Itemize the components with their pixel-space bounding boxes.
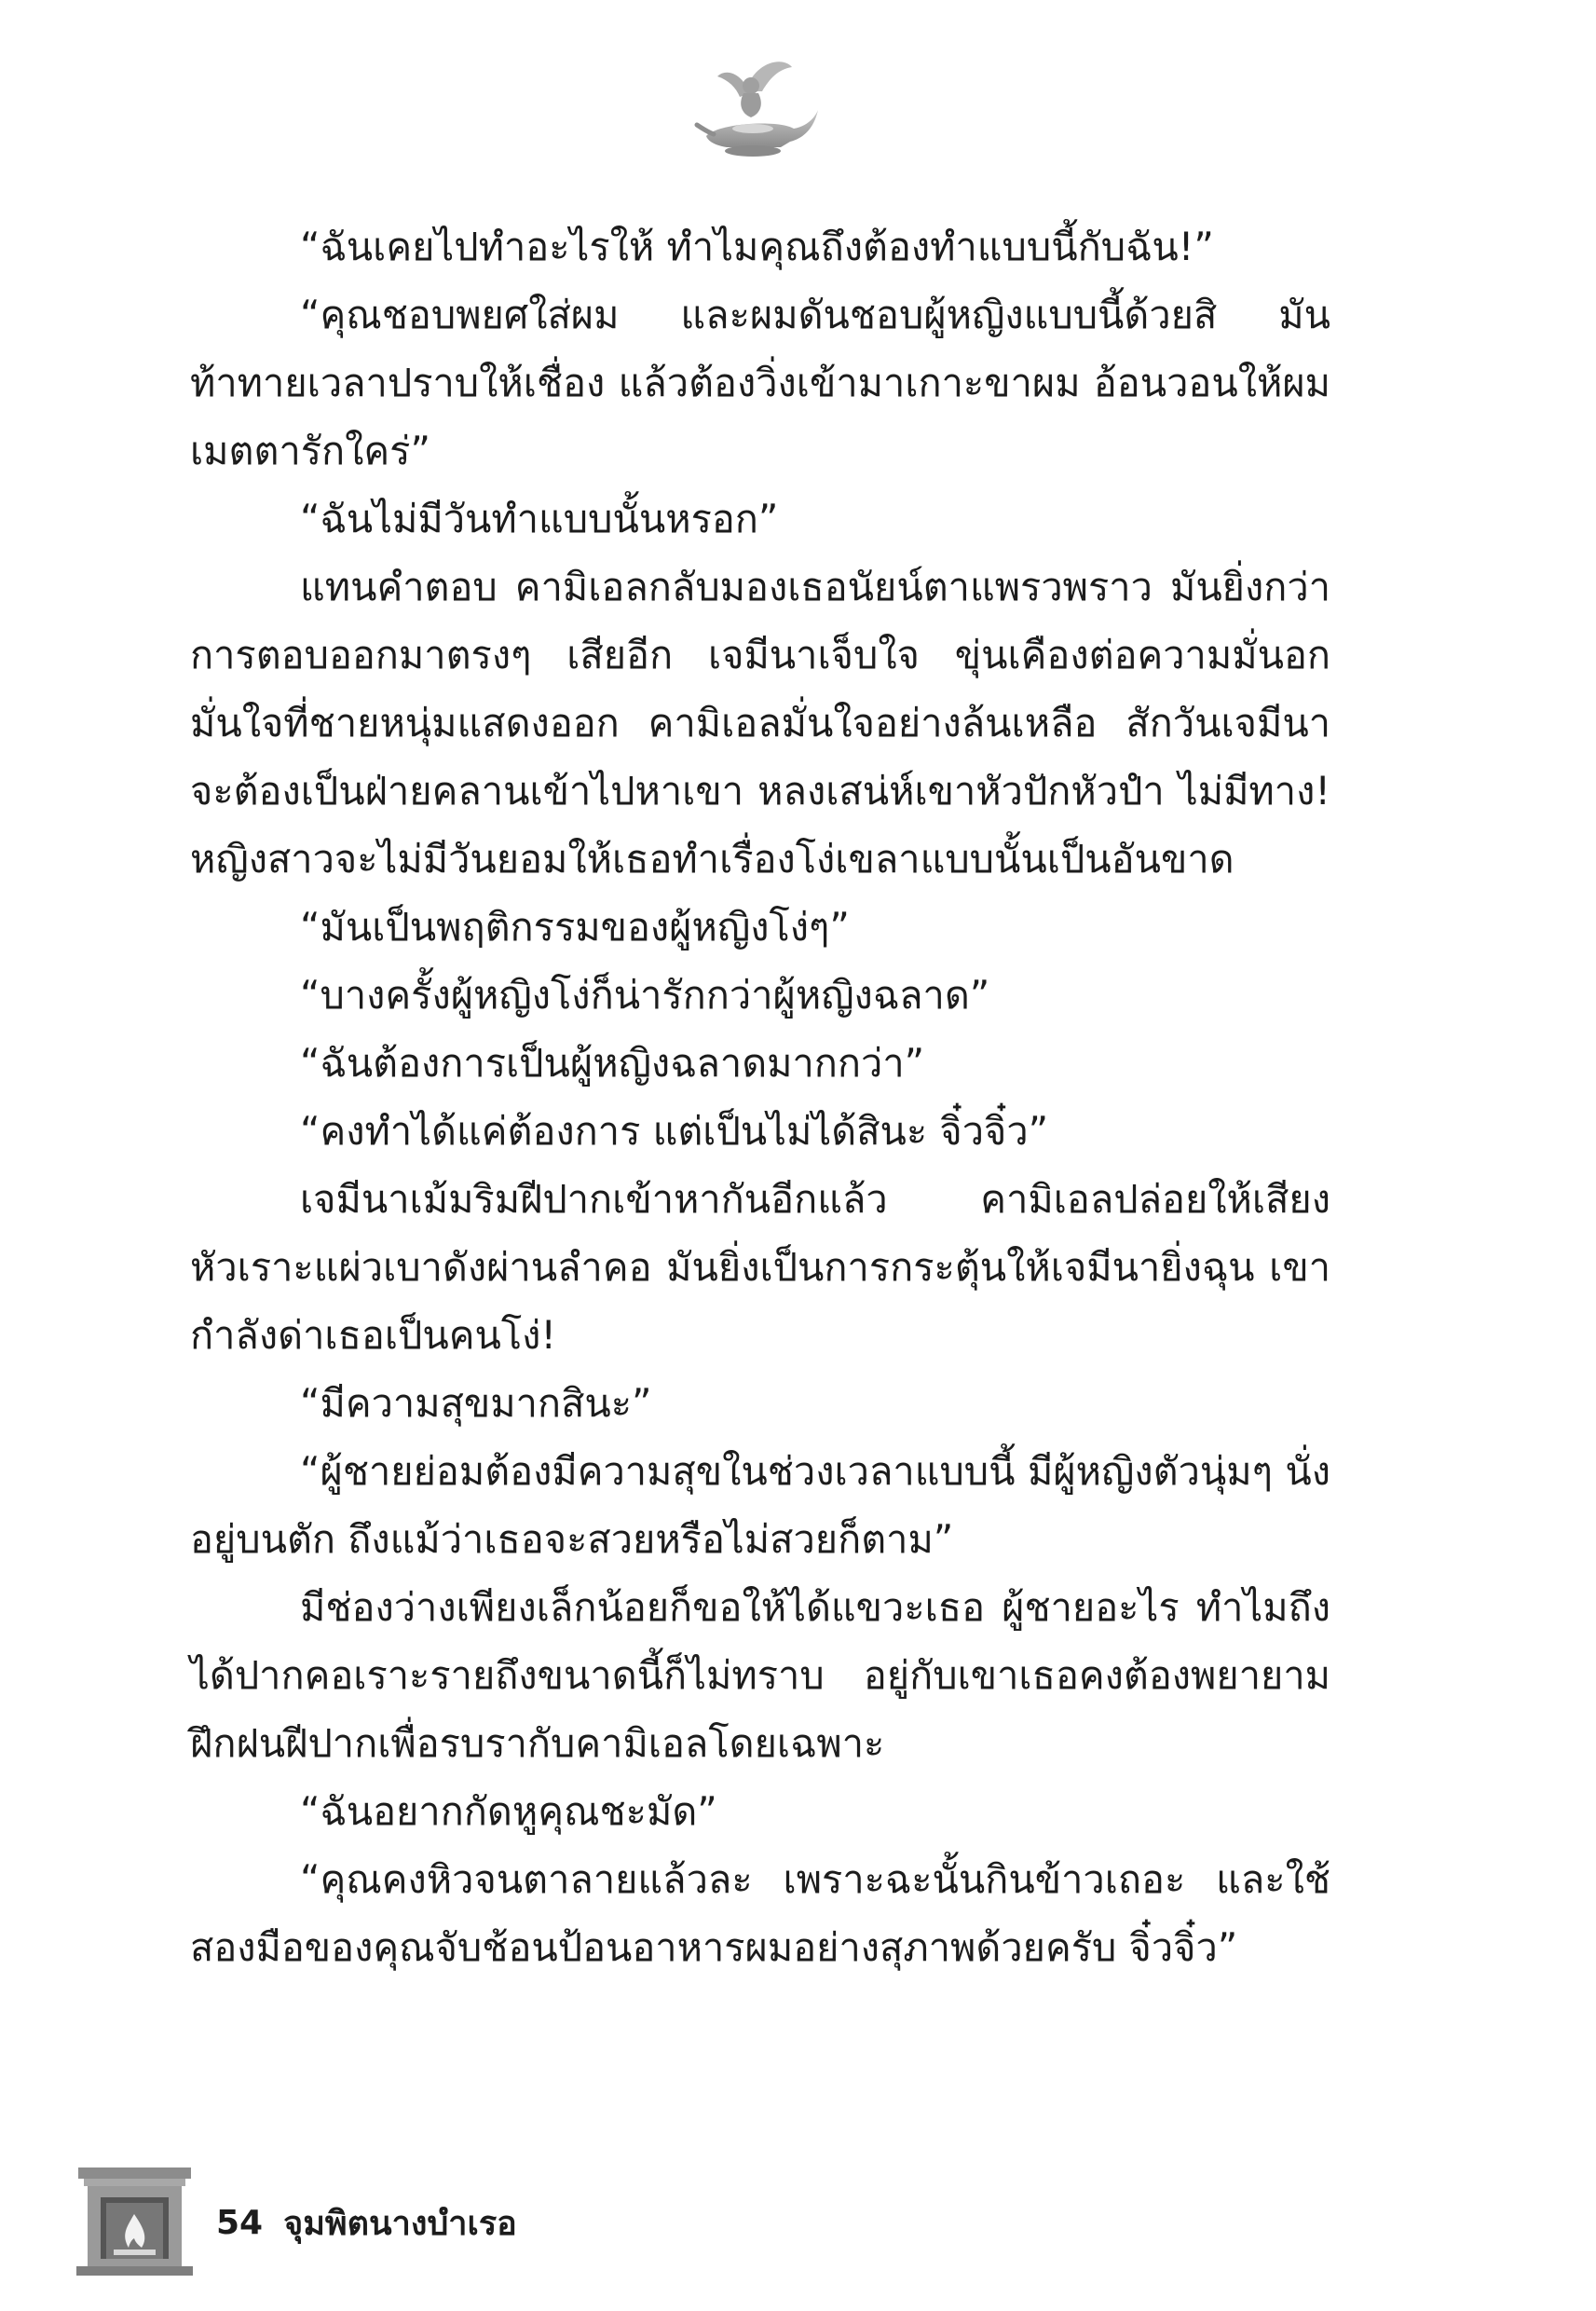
fireplace-icon	[76, 2160, 193, 2277]
paragraph: “ฉันต้องการเป็นผู้หญิงฉลาดมากกว่า”	[300, 1040, 925, 1086]
paragraph: แทนคำตอบ คามิเอลกลับมองเธอนัยน์ตาแพรวพราว มันยิ่งกว่าการตอบออกมาตรงๆ เสียอีก เจมีนาเจ็บใจ ขุ่นเคืองต่อความมั่นอกมั่นใจที่ชายหนุ่มแสดงออก คามิเอลมั่นใจอย่างล้นเหลือ สักวันเจมีนาจะต้องเป็นฝ่ายคลานเข้าไปหาเขา หลงเสน่ห์เขาหัวปักหัวปำ ไม่มีทาง! หญิงสาวจะไม่มีวันยอมให้เธอทำเรื่องโง่เขลาแบบนั้นเป็นอันขาด	[190, 564, 1330, 882]
paragraph: มีช่องว่างเพียงเล็กน้อยก็ขอให้ได้แขวะเธอ ผู้ชายอะไร ทำไมถึงได้ปากคอเราะรายถึงขนาดนี้ก็ไม่ทราบ อยู่กับเขาเธอคงต้องพยายามฝึกฝนฝีปากเพื่อรบรากับคามิเอลโดยเฉพาะ	[190, 1584, 1330, 1766]
book-title: จุมพิตนางบำเรอ	[283, 2204, 517, 2243]
paragraph: เจมีนาเม้มริมฝีปากเข้าหากันอีกแล้ว คามิเอลปล่อยให้เสียงหัวเราะแผ่วเบาดังผ่านลำคอ มันยิ่งเป็นการกระตุ้นให้เจมีนายิ่งฉุน เขากำลังด่าเธอเป็นคนโง่!	[190, 1176, 1330, 1358]
paragraph: “มันเป็นพฤติกรรมของผู้หญิงโง่ๆ”	[300, 904, 850, 950]
body-text	[190, 212, 1330, 1981]
cupid-lamp-icon	[689, 54, 820, 161]
paragraph: “มีความสุขมากสินะ”	[300, 1380, 652, 1426]
page-footer	[216, 2195, 517, 2250]
paragraph: “คุณชอบพยศใส่ผม และผมดันชอบผู้หญิงแบบนี้ด้วยสิ มันท้าทายเวลาปราบให้เชื่อง แล้วต้องวิ่งเข้ามาเกาะขาผม อ้อนวอนให้ผมเมตตารักใคร่”	[190, 292, 1330, 473]
paragraph: “คุณคงหิวจนตาลายแล้วละ เพราะฉะนั้นกินข้าวเถอะ และใช้สองมือของคุณจับช้อนป้อนอาหารผมอย่างสุภาพด้วยครับ จิ๋วจิ๋ว”	[190, 1856, 1330, 1970]
paragraph: “ฉันอยากกัดหูคุณชะมัด”	[300, 1788, 717, 1834]
paragraph: “ฉันไม่มีวันทำแบบนั้นหรอก”	[300, 496, 779, 541]
paragraph: “ฉันเคยไปทำอะไรให้ ทำไมคุณถึงต้องทำแบบนี้กับฉัน!”	[300, 224, 1214, 269]
paragraph: “บางครั้งผู้หญิงโง่ก็น่ารักกว่าผู้หญิงฉลาด”	[300, 972, 990, 1018]
page-number: 54	[216, 2203, 264, 2242]
paragraph: “ผู้ชายย่อมต้องมีความสุขในช่วงเวลาแบบนี้ มีผู้หญิงตัวนุ่มๆ นั่งอยู่บนตัก ถึงแม้ว่าเธอจะสวยหรือไม่สวยก็ตาม”	[190, 1448, 1330, 1562]
paragraph: “คงทำได้แค่ต้องการ แต่เป็นไม่ได้สินะ จิ๋วจิ๋ว”	[300, 1108, 1049, 1154]
